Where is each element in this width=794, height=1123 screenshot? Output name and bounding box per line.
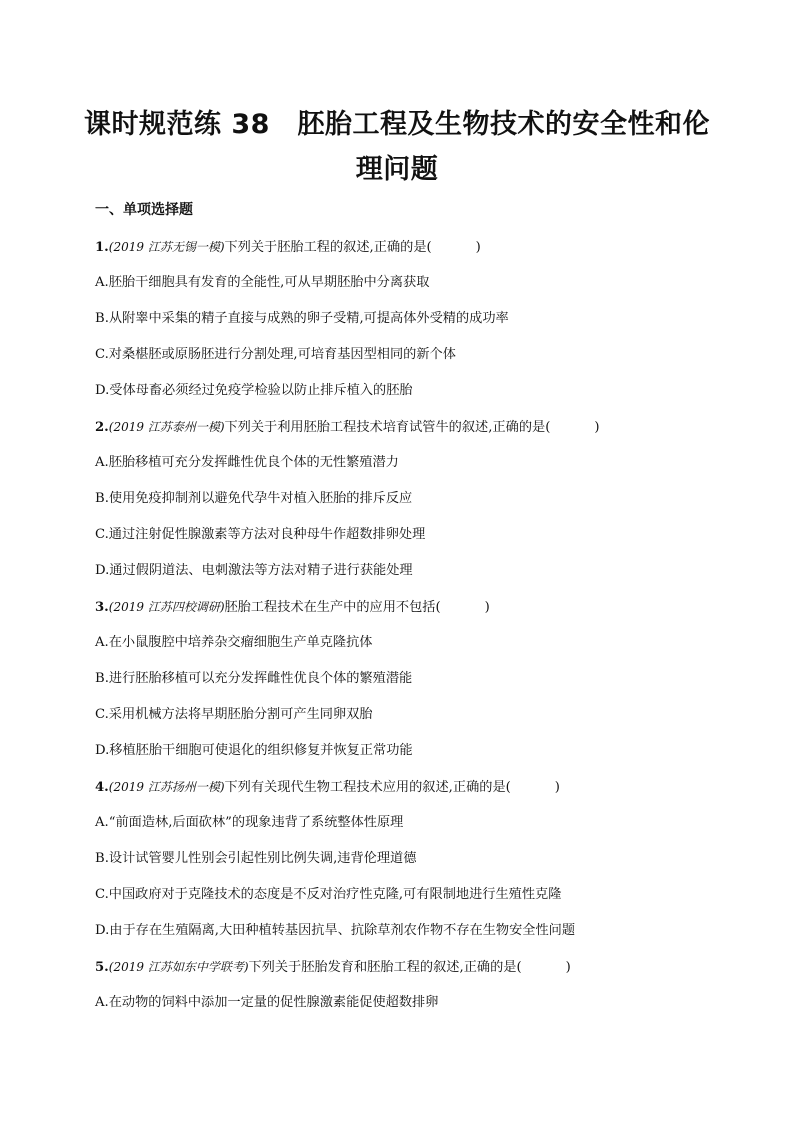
option-4-d: D.由于存在生殖隔离,大田种植转基因抗旱、抗除草剂农作物不存在生物安全性问题 [95,923,576,938]
question-text: 下列关于利用胚胎工程技术培育试管牛的叙述,正确的是( [224,420,551,435]
option-3-d: D.移植胚胎干细胞可使退化的组织修复并恢复正常功能 [95,743,413,758]
question-source: (2019 江苏泰州一模) [108,420,225,434]
section-heading: 一、单项选择题 [95,202,193,218]
question-number: 1. [95,240,109,255]
question-source: (2019 江苏四校调研) [108,600,225,614]
question-close-paren: ) [594,420,600,435]
question-stem-2 [95,417,715,438]
question-text: 下列关于胚胎发育和胚胎工程的叙述,正确的是( [248,960,522,975]
question-stem-4 [95,777,715,798]
question-stem-1 [95,237,715,258]
page-title-line-2: 理问题 [355,154,439,185]
page-title-line-1: 课时规范练 38 胚胎工程及生物技术的安全性和伦 [84,109,710,140]
option-1-b: B.从附睾中采集的精子直接与成熟的卵子受精,可提高体外受精的成功率 [95,311,509,326]
question-number: 2. [95,420,109,435]
option-1-a: A.胚胎干细胞具有发育的全能性,可从早期胚胎中分离获取 [95,275,430,290]
option-3-c: C.采用机械方法将早期胚胎分割可产生同卵双胎 [95,707,373,722]
question-text: 下列关于胚胎工程的叙述,正确的是( [224,240,432,255]
option-4-b: B.设计试管婴儿性别会引起性别比例失调,违背伦理道德 [95,851,417,866]
option-3-b: B.进行胚胎移植可以充分发挥雌性优良个体的繁殖潜能 [95,671,413,686]
question-close-paren: ) [484,600,490,615]
question-stem-3 [95,597,715,618]
question-text: 胚胎工程技术在生产中的应用不包括( [224,600,441,615]
question-number: 3. [95,600,109,615]
question-stem-5 [95,957,715,978]
question-source: (2019 江苏如东中学联考) [108,960,249,974]
question-close-paren: ) [554,780,560,795]
question-text: 下列有关现代生物工程技术应用的叙述,正确的是( [224,780,511,795]
question-number: 4. [95,780,109,795]
question-close-paren: ) [565,960,571,975]
option-2-c: C.通过注射促性腺激素等方法对良种母牛作超数排卵处理 [95,527,426,542]
option-1-c: C.对桑椹胚或原肠胚进行分割处理,可培育基因型相同的新个体 [95,347,456,362]
question-source: (2019 江苏无锡一模) [108,240,225,254]
option-2-b: B.使用免疫抑制剂以避免代孕牛对植入胚胎的排斥反应 [95,491,413,506]
question-number: 5. [95,960,109,975]
option-3-a: A.在小鼠腹腔中培养杂交瘤细胞生产单克隆抗体 [95,635,373,650]
option-2-a: A.胚胎移植可充分发挥雌性优良个体的无性繁殖潜力 [95,455,399,470]
option-4-a: A.“前面造林,后面砍林”的现象违背了系统整体性原理 [95,815,404,830]
question-source: (2019 江苏扬州一模) [108,780,225,794]
option-2-d: D.通过假阴道法、电刺激法等方法对精子进行获能处理 [95,563,413,578]
option-1-d: D.受体母畜必须经过免疫学检验以防止排斥植入的胚胎 [95,383,413,398]
question-close-paren: ) [475,240,481,255]
option-5-a: A.在动物的饲料中添加一定量的促性腺激素能促使超数排卵 [95,995,439,1010]
option-4-c: C.中国政府对于克隆技术的态度是不反对治疗性克隆,可有限制地进行生殖性克隆 [95,887,562,902]
